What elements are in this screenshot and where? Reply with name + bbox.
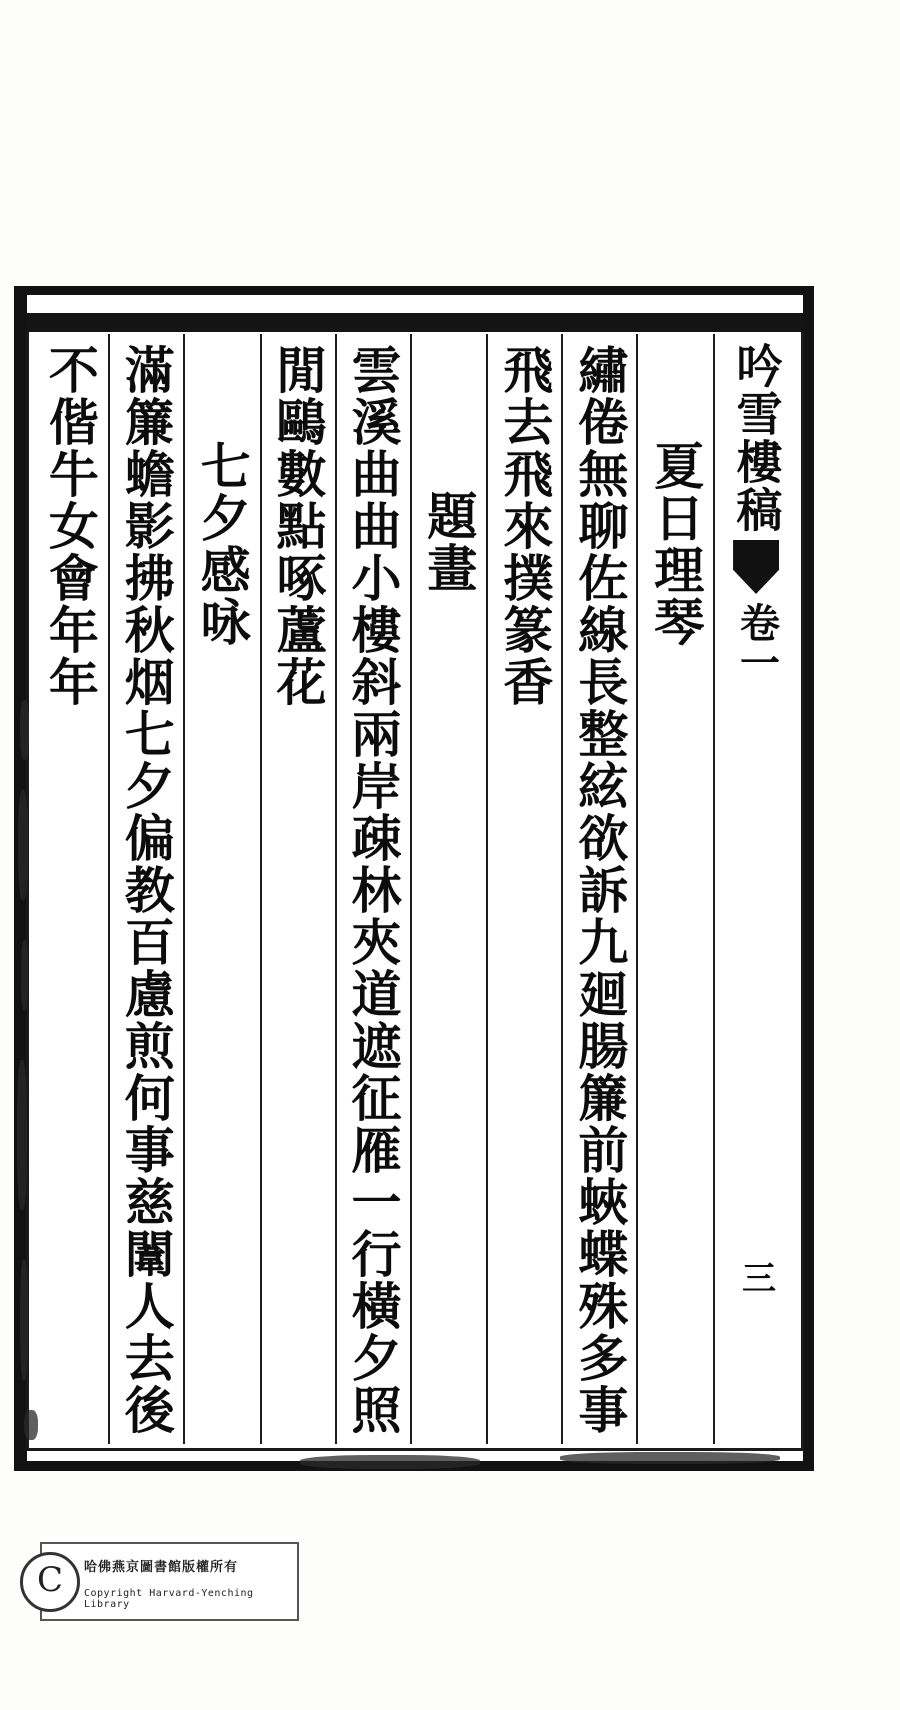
- poem-line-text: 閒鷗數點啄蘆花: [268, 344, 328, 708]
- copyright-icon: C: [20, 1552, 80, 1612]
- poem-line-text: 不偕牛女會年年: [40, 344, 100, 708]
- column-poem-line: [486, 334, 561, 1444]
- column-poem-title: [183, 334, 260, 1444]
- ink-speckle: [300, 1455, 480, 1469]
- top-black-band: [26, 313, 804, 332]
- poem-line-text: 飛去飛來撲篆香: [495, 344, 555, 708]
- column-poem-line: [33, 334, 108, 1444]
- library-copyright-stamp: [36, 1542, 299, 1621]
- poem-line-text: 繡倦無聊佐線長整絃欲訴九廻腸簾前蛺蝶殊多事: [570, 344, 630, 1436]
- volume-label: 卷一: [733, 602, 781, 682]
- column-poem-line: [561, 334, 636, 1444]
- poem-title-text: 題畫: [419, 490, 479, 594]
- column-poem-line: [260, 334, 335, 1444]
- ink-speckle: [21, 940, 28, 1010]
- poem-line-text: 雲溪曲曲小樓斜兩岸疎林夾道遮征雁一行橫夕照: [343, 344, 403, 1436]
- text-columns: [33, 334, 797, 1444]
- ink-speckle: [18, 790, 28, 900]
- column-poem-line: [335, 334, 410, 1444]
- column-poem-title: [636, 334, 713, 1444]
- ink-speckle: [17, 1060, 27, 1210]
- poem-line-text: 滿簾蟾影拂秋烟七夕偏教百慮煎何事慈闈人去後: [116, 344, 176, 1436]
- column-poem-line: [108, 334, 183, 1444]
- book-title: 吟雪樓稿: [729, 342, 784, 534]
- poem-title-text: 七夕感咏: [192, 440, 252, 648]
- page-number: 三: [735, 1260, 776, 1294]
- ink-speckle: [20, 700, 29, 760]
- poem-title-text: 夏日理琴: [646, 440, 706, 648]
- ink-speckle: [560, 1452, 780, 1464]
- stamp-chinese-text: 哈佛燕京圖書館版權所有: [84, 1560, 239, 1575]
- ink-speckle: [20, 1260, 28, 1380]
- fish-tail-ornament: [733, 540, 779, 594]
- stamp-english-text: Copyright Harvard-Yenching Library: [84, 1588, 254, 1610]
- column-poem-title: [410, 334, 487, 1444]
- running-head: [713, 334, 797, 1444]
